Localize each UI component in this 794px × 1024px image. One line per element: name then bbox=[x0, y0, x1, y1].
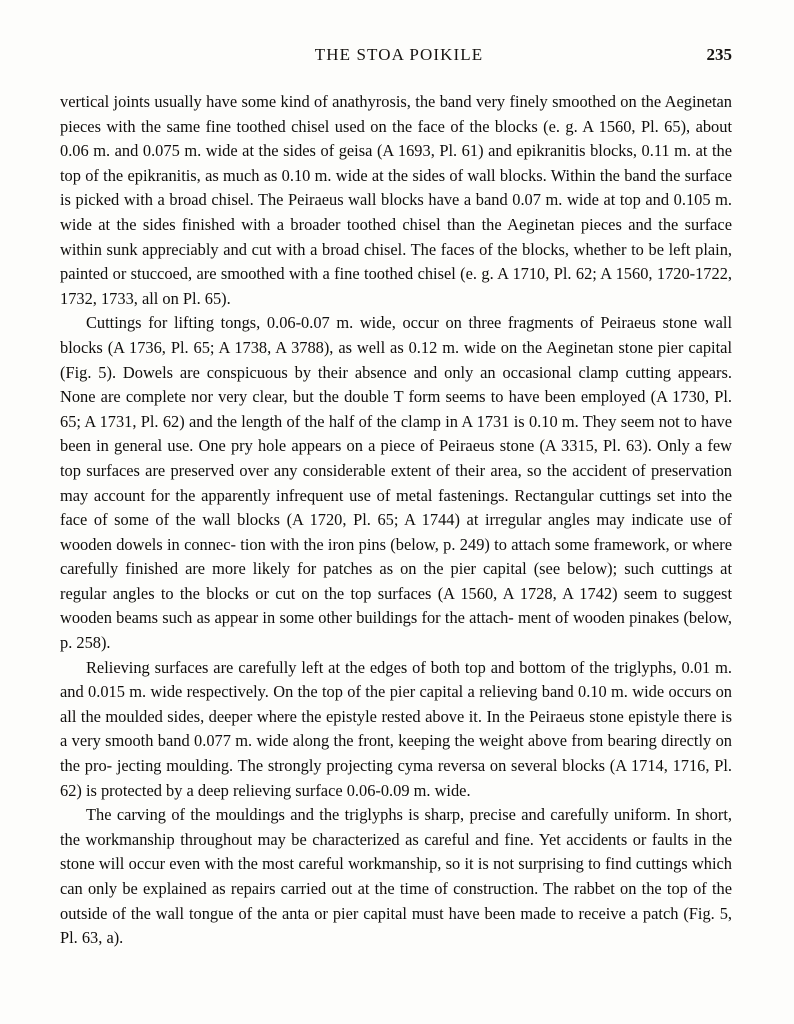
paragraph: The carving of the mouldings and the triglyphs is sharp, precise and carefully uniform. In short, the workmanship throughout may be characterized as careful and fine. Yet accidents or faults in the stone will occur even with the most careful workmanship, so it is not surprising to find cuttings which can only be explained as repairs carried out at the time of construction. The rabbet on the top of the outside of the wall tongue of the anta or pier capital must have been made to receive a patch (Fig. 5, Pl. 63, a). bbox=[60, 805, 732, 948]
body-text bbox=[60, 90, 732, 951]
paragraph: vertical joints usually have some kind of anathyrosis, the band very finely smoothed on the Aeginetan pieces with the same fine toothed chisel used on the face of the blocks (e. g. A 1560, Pl. 65), about 0.06 m. and 0.075 m. wide at the sides of geisa (A 1693, Pl. 61) and epikranitis blocks, 0.11 m. at the top of the epikranitis, as much as 0.10 m. wide at the sides of wall blocks. Within the band the surface is picked with a broad chisel. The Peiraeus wall blocks have a band 0.07 m. wide at top and 0.105 m. wide at the sides finished with a broader toothed chisel than the Aeginetan pieces and the surface within sunk appreciably and cut with a broad chisel. The faces of the blocks, whether to be left plain, painted or stuccoed, are smoothed with a fine toothed chisel (e. g. A 1710, Pl. 62; A 1560, 1720-1722, 1732, 1733, all on Pl. 65). bbox=[60, 92, 732, 308]
paragraph: Cuttings for lifting tongs, 0.06-0.07 m. wide, occur on three fragments of Peiraeus stone wall blocks (A 1736, Pl. 65; A 1738, A 3788), as well as 0.12 m. wide on the Aeginetan stone pier capital (Fig. 5). Dowels are conspicuous by their absence and only an occasional clamp cutting appears. None are complete nor very clear, but the double T form seems to have been employed (A 1730, Pl. 65; A 1731, Pl. 62) and the length of the half of the clamp in A 1731 is 0.10 m. They seem not to have been in general use. One pry hole appears on a piece of Peiraeus stone (A 3315, Pl. 63). Only a few top surfaces are preserved over any considerable extent of their area, so the accident of preservation may account for the apparently infrequent use of metal fastenings. Rectangular cuttings set into the face of some of the wall blocks (A 1720, Pl. 65; A 1744) at irregular angles may indicate use of wooden dowels in connec- tion with the iron pins (below, p. 249) to attach some framework, or where carefully finished are more likely for patches as on the pier capital (see below); such cuttings at regular angles to the blocks or cut on the top surfaces (A 1560, A 1728, A 1742) seem to suggest wooden beams such as appear in some other buildings for the attach- ment of wooden pinakes (below, p. 258). bbox=[60, 313, 732, 653]
paragraph: Relieving surfaces are carefully left at the edges of both top and bottom of the triglyphs, 0.01 m. and 0.015 m. wide respectively. On the top of the pier capital a relieving band 0.10 m. wide occurs on all the moulded sides, deeper where the epistyle rested above it. In the Peiraeus stone epistyle there is a very smooth band 0.077 m. wide along the front, keeping the weight above from bearing directly on the pro- jecting moulding. The strongly projecting cyma reversa on several blocks (A 1714, 1716, Pl. 62) is protected by a deep relieving surface 0.06-0.09 m. wide. bbox=[60, 657, 732, 800]
page-title: THE STOA POIKILE bbox=[314, 45, 484, 64]
page-number: 235 bbox=[706, 45, 732, 64]
running-head bbox=[60, 44, 732, 78]
